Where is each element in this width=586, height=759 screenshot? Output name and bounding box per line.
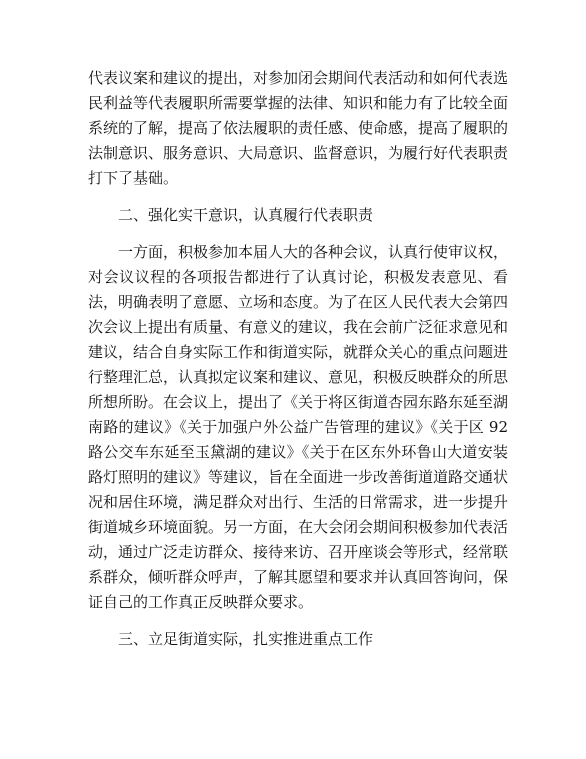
body-paragraph-intro: 代表议案和建议的提出，对参加闭会期间代表活动和如何代表选民利益等代表履职所需要掌握的法律、知识和能力有了比较全面系统的了解，提高了依法履职的责任感、使命感，提高了履职的法制意识、服务意识、大局意识、监督意识，为履行好代表职责打下了基础。	[88, 69, 509, 187]
section-heading-2: 二、强化实干意识，认真履行代表职责	[118, 206, 374, 224]
section-heading-3: 三、立足街道实际，扎实推进重点工作	[118, 630, 374, 648]
document-page	[88, 66, 508, 664]
body-paragraph-section-2: 一方面，积极参加本届人大的各种会议，认真行使审议权，对会议议程的各项报告都进行了认真讨论，积极发表意见、看法，明确表明了意愿、立场和态度。为了在区人民代表大会第四次会议上提出有质量、有意义的建议，我在会前广泛征求意见和建议，结合自身实际工作和街道实际，就群众关心的重点问题进行整理汇总，认真拟定议案和建议、意见，积极反映群众的所思所想所盼。在会议上，提出了《关于将区街道杏园东路东延至湖南路的建议》《关于加强户外公益广告管理的建议》《关于区 92 路公交车东延至玉黛湖的建议》《关于在区东外环鲁山大道安装路灯照明的建议》等建议，旨在全面进一步改善街道道路交通状况和居住环境，满足群众对出行、生活的日常需求，进一步提升街道城乡环境面貌。另一方面，在大会闭会期间积极参加代表活动，通过广泛走访群众、接待来访、召开座谈会等形式，经常联系群众，倾听群众呼声，了解其愿望和要求并认真回答询问，保证自己的工作真正反映群众要求。	[88, 243, 509, 611]
